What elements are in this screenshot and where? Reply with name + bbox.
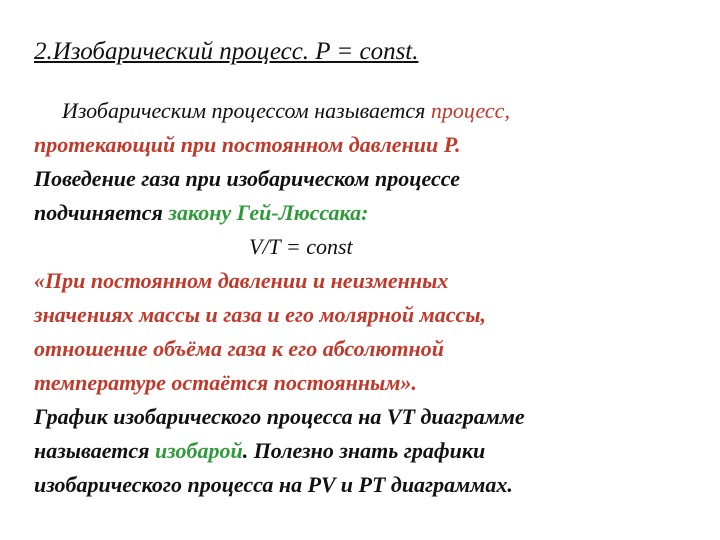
term-isobar: изобарой	[154, 438, 243, 463]
graph-text: называется	[34, 438, 155, 463]
slide-title: 2.Изобарический процесс. P = const.	[34, 38, 419, 65]
formula: V/T = const	[249, 234, 353, 259]
graph-text-cont: . Полезно знать графики	[242, 438, 486, 463]
definition-line-2: протекающий при постоянном давлении Р.	[34, 132, 461, 157]
graph-paragraph	[34, 400, 694, 502]
definition-text: Изобарическим процессом называется	[62, 98, 431, 123]
graph-line-2	[34, 434, 694, 468]
behavior-line-1: Поведение газа при изобарическом процессе	[34, 166, 460, 191]
definition-line-1	[34, 94, 694, 128]
behavior-text: подчиняется	[34, 200, 169, 225]
quote-line-1: «При постоянном давлении и неизменных	[34, 268, 449, 293]
quote-line-2: значениях массы и газа и его молярной массы,	[34, 302, 486, 327]
quote-line-4: температуре остаётся постоянным».	[34, 370, 417, 395]
definition-paragraph	[34, 94, 694, 400]
graph-line-3: изобарического процесса на PV и PT диаграммах.	[34, 472, 513, 497]
gay-lussac-law: закону Гей-Люссака:	[168, 200, 369, 225]
behavior-line-2	[34, 196, 694, 230]
quote-line-3: отношение объёма газа к его абсолютной	[34, 336, 444, 361]
graph-line-1: График изобарического процесса на VT диаграмме	[34, 404, 525, 429]
term-process: процесс,	[430, 98, 510, 123]
